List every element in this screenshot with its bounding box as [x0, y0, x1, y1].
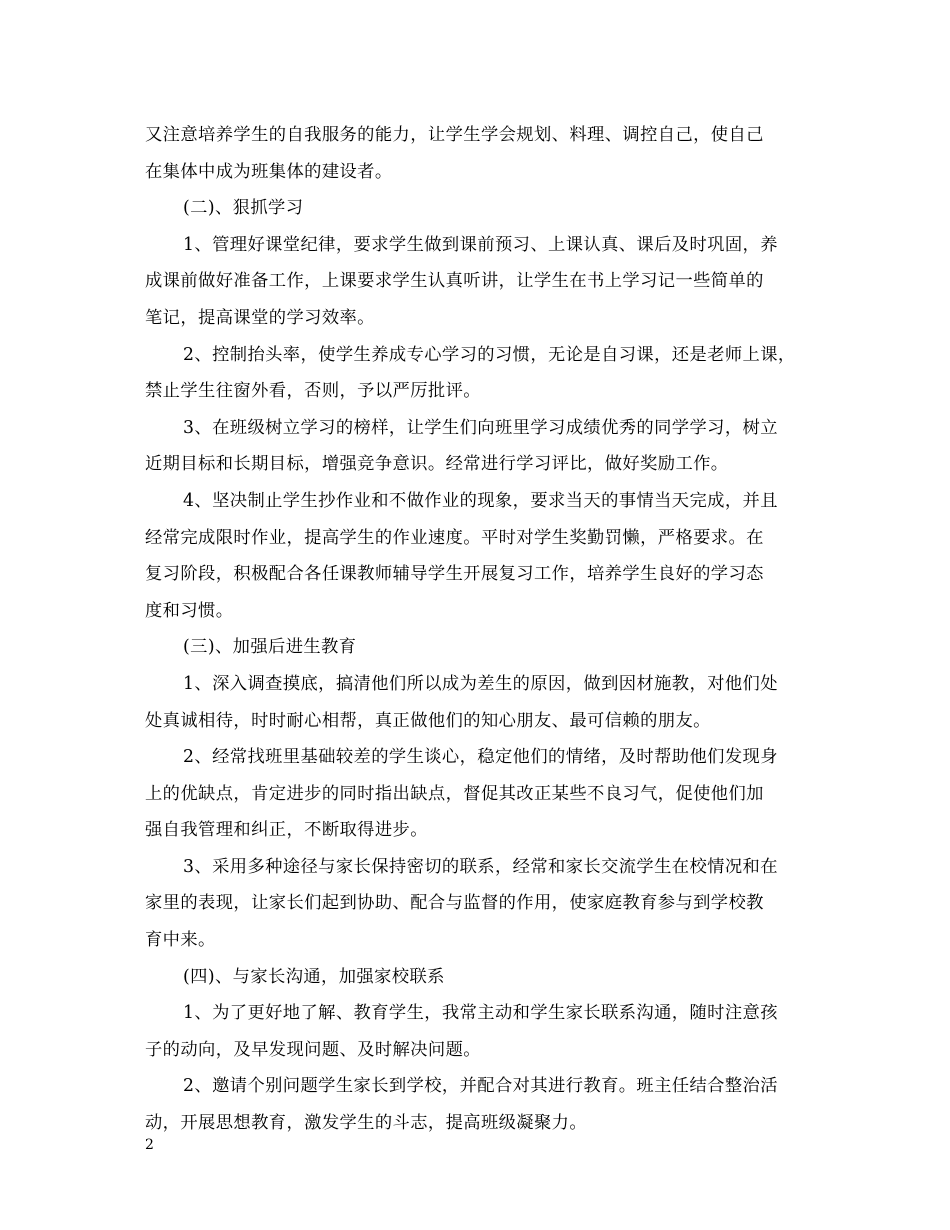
text-line: 2、邀请个别问题学生家长到学校，并配合对其进行教育。班主任结合整治活 — [183, 1076, 778, 1097]
text-line: 家里的表现，让家长们起到协助、配合与监督的作用，使家庭教育参与到学校教 — [145, 893, 764, 914]
text-line: 1、深入调查摸底，搞清他们所以成为差生的原因，做到因材施教，对他们处 — [183, 673, 778, 694]
text-line: 禁止学生往窗外看，否则，予以严厉批评。 — [145, 381, 481, 402]
text-line: 成课前做好准备工作，上课要求学生认真听讲，让学生在书上学习记一些简单的 — [145, 271, 764, 292]
text-line: 4、坚决制止学生抄作业和不做作业的现象，要求当天的事情当天完成，并且 — [183, 490, 778, 511]
text-line: 2、控制抬头率，使学生养成专心学习的习惯，无论是自习课，还是老师上课， — [183, 344, 796, 365]
text-line: 动，开展思想教育，激发学生的斗志，提高班级凝聚力。 — [145, 1113, 588, 1134]
text-lines — [145, 117, 810, 1142]
text-line: (二)、狠抓学习 — [183, 198, 304, 219]
text-line: 3、在班级树立学习的榜样，让学生们向班里学习成绩优秀的同学学习，树立 — [183, 417, 778, 438]
text-line: 复习阶段，积极配合各任课教师辅导学生开展复习工作，培养学生良好的学习态 — [145, 564, 764, 585]
text-line: 子的动向，及早发现问题、及时解决问题。 — [145, 1039, 481, 1060]
text-line: 2、经常找班里基础较差的学生谈心，稳定他们的情绪，及时帮助他们发现身 — [183, 747, 778, 768]
text-line: 处真诚相待，时时耐心相帮，真正做他们的知心朋友、最可信赖的朋友。 — [145, 710, 711, 731]
text-line: (三)、加强后进生教育 — [183, 637, 357, 658]
text-line: 1、管理好课堂纪律，要求学生做到课前预习、上课认真、课后及时巩固，养 — [183, 234, 778, 255]
text-line: 笔记，提高课堂的学习效率。 — [145, 307, 375, 328]
text-line: 近期目标和长期目标，增强竞争意识。经常进行学习评比，做好奖励工作。 — [145, 454, 729, 475]
text-line: 经常完成限时作业，提高学生的作业速度。平时对学生奖勤罚懒，严格要求。在 — [145, 527, 764, 548]
text-line: 在集体中成为班集体的建设者。 — [145, 161, 393, 182]
text-line: 又注意培养学生的自我服务的能力，让学生学会规划、料理、调控自己，使自己 — [145, 125, 764, 145]
text-line: (四)、与家长沟通，加强家校联系 — [183, 966, 445, 987]
page-number: 2 — [145, 1137, 154, 1153]
document-body — [145, 117, 810, 1142]
text-line: 育中来。 — [145, 930, 216, 951]
text-line: 3、采用多种途径与家长保持密切的联系，经常和家长交流学生在校情况和在 — [183, 856, 778, 877]
text-line: 度和习惯。 — [145, 600, 234, 621]
text-line: 1、为了更好地了解、教育学生，我常主动和学生家长联系沟通，随时注意孩 — [183, 1003, 778, 1024]
text-line: 上的优缺点，肯定进步的同时指出缺点，督促其改正某些不良习气，促使他们加 — [145, 783, 764, 804]
text-line: 强自我管理和纠正，不断取得进步。 — [145, 820, 428, 841]
